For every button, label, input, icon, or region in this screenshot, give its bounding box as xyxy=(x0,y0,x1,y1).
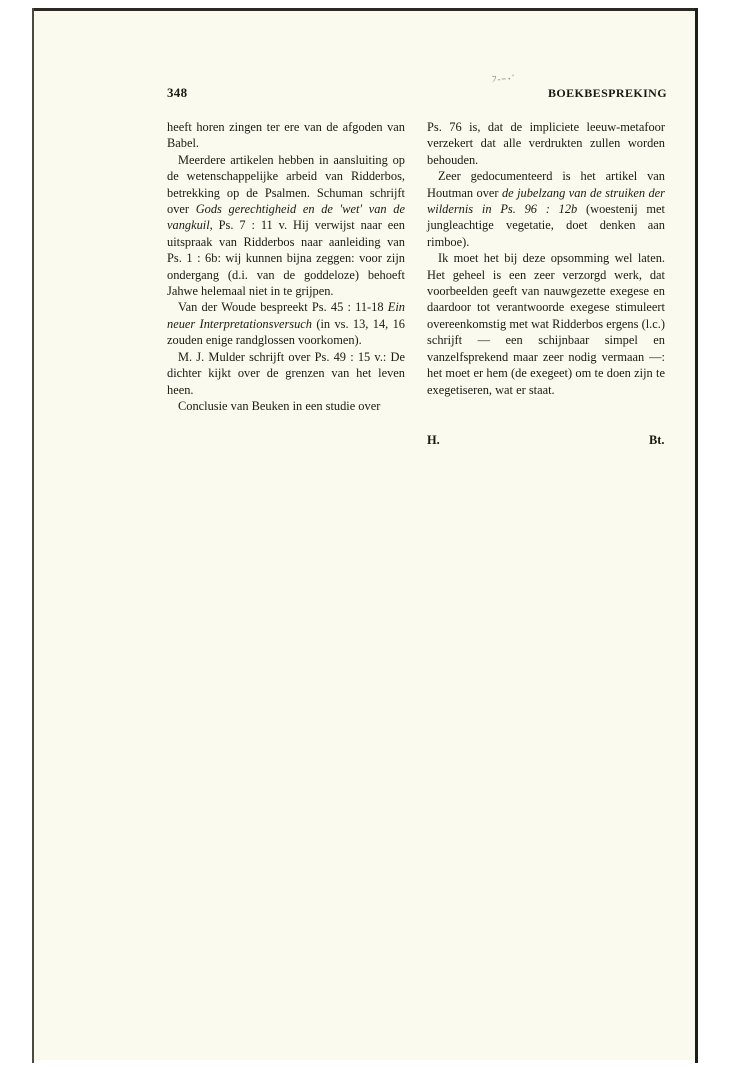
pencil-annotation: ﾌ-ｰ･ﾞ xyxy=(492,74,517,84)
text-run: (in vs. 13, 14, 16 zouden enige randglossen voorkomen). xyxy=(167,316,405,348)
page-edge-right xyxy=(695,8,698,1063)
paragraph: heeft horen zingen ter ere van de afgoden van Babel. xyxy=(167,120,405,151)
page-number: 348 xyxy=(167,85,188,100)
paragraph: Ps. 76 is, dat de impliciete leeuw-metafoor verzekert dat alle verdrukten zullen worden behouden. xyxy=(427,120,665,167)
right-column xyxy=(427,119,665,398)
running-head: BOEKBESPREKING xyxy=(548,86,667,100)
paragraph xyxy=(167,152,405,300)
page-edge-left xyxy=(32,8,34,1063)
article-title: de jubelzang van de struiken der wildernis in Ps. 96 : 12b xyxy=(427,185,666,217)
page-edge-top xyxy=(34,8,698,11)
paragraph: Ik moet het bij deze opsomming wel laten. Het geheel is een zeer verzorgd werk, dat voorbeelden geeft van nauwgezette exegese en daardoor tot verantwoorde exegese stimuleert overeenkomstig met wat Ridderbos ergens (l.c.) schrijft — een schijnbaar simpel en vanzelfsprekend maar zeer nodig vermaan —: het moet er hem (de exegeet) om te doen zijn te exegetiseren, wat er staat. xyxy=(427,251,665,397)
paragraph xyxy=(427,168,665,250)
text-run: Van der Woude bespreekt Ps. 45 : 11-18 xyxy=(178,300,388,315)
article-title: Ein neuer Interpretationsversuch xyxy=(167,300,405,331)
article-title: Gods gerechtigheid en de 'wet' van de vangkuil, xyxy=(167,202,405,233)
paragraph xyxy=(167,299,405,348)
text-run: (woestenij met jungleachtige vegetatie, doet denken aan rimboe). xyxy=(427,202,666,249)
text-run: Ps. 7 : 11 v. Hij verwijst naar een uitspraak van Ridderbos naar aanleiding van Ps. 1 : 6b: wij kunnen bijna zeggen: voor zijn ondergang (d.i. van de goddeloze) behoeft Jahwe helemaal niet in te grijpen. xyxy=(167,218,405,299)
paragraph: M. J. Mulder schrijft over Ps. 49 : 15 v.: De dichter kijkt over de grenzen van het leven heen. xyxy=(167,349,405,397)
text-run: Meerdere artikelen hebben in aansluiting op de wetenschappelijke arbeid van Ridderbos, betrekking op de Psalmen. Schuman schrijft over xyxy=(167,152,405,217)
signature-initial: H. xyxy=(427,433,440,447)
left-column xyxy=(167,119,405,414)
text-run: Zeer gedocumenteerd is het artikel van Houtman over xyxy=(427,169,665,200)
paragraph: Conclusie van Beuken in een studie over xyxy=(178,398,381,413)
signature-author: Bt. xyxy=(649,433,665,447)
